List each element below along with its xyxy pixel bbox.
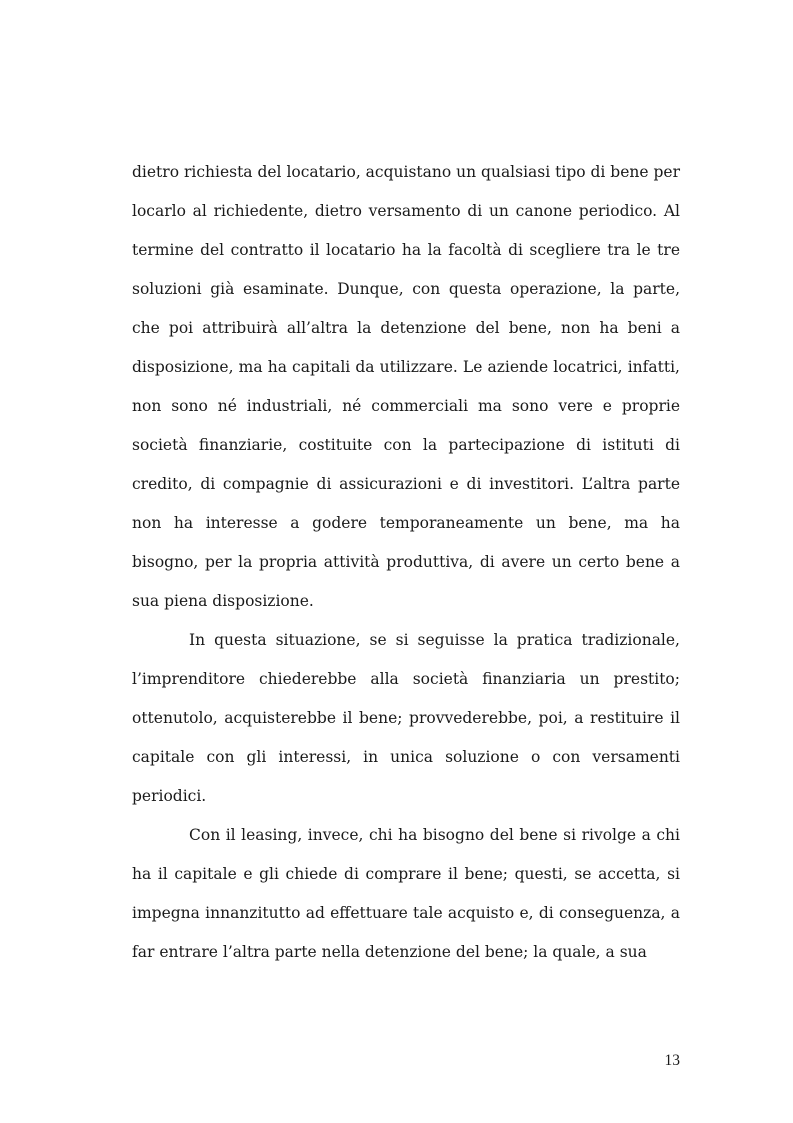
paragraph-traditional-practice: In questa situazione, se si seguisse la pratica tradizionale, l’imprenditore chiederebbe alla società finanziaria un prestito; ottenutolo, acquisterebbe il bene; provvederebbe, poi, a restituire il capitale con gli interessi, in unica soluzione o con versamenti periodici. (132, 631, 680, 805)
page-number: 13 (664, 1052, 680, 1069)
paragraph-continuation: dietro richiesta del locatario, acquistano un qualsiasi tipo di bene per locarlo al richiedente, dietro versamento di un canone periodico. Al termine del contratto il locatario ha la facoltà di scegliere tra le tre soluzioni già esaminate. Dunque, con questa operazione, la parte, che poi attribuirà all’altra la detenzione del bene, non ha beni a disposizione, ma ha capitali da utilizzare. Le aziende locatrici, infatti, non sono né industriali, né commerciali ma sono vere e proprie società finanziarie, costituite con la partecipazione di istituti di credito, di compagnie di assicurazioni e di investitori. L’altra parte non ha interesse a godere temporaneamente un bene, ma ha bisogno, per la propria attività produttiva, di avere un certo bene a sua piena disposizione. (132, 163, 680, 610)
body-text (132, 153, 680, 972)
paragraph-leasing: Con il leasing, invece, chi ha bisogno del bene si rivolge a chi ha il capitale e gli chiede di comprare il bene; questi, se accetta, si impegna innanzitutto ad effettuare tale acquisto e, di conseguenza, a far entrare l’altra parte nella detenzione del bene; la quale, a sua (132, 826, 680, 961)
